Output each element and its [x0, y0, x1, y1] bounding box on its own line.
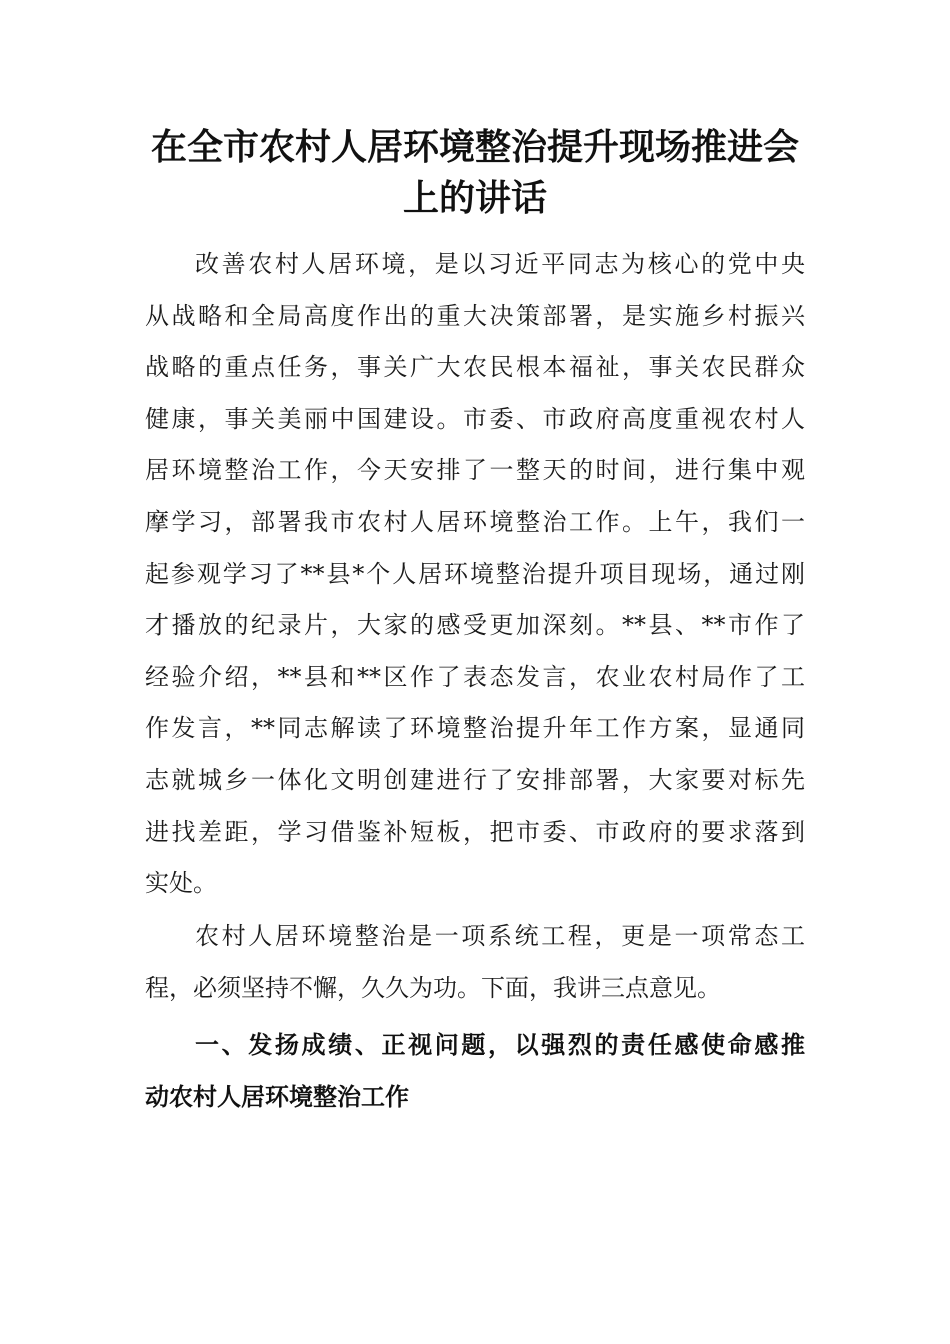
paragraph-line: 程，必须坚持不懈，久久为功。下面，我讲三点意见。	[145, 973, 721, 1002]
paragraph-line: 起参观学习了**县*个人居环境整治提升项目现场，通过刚	[145, 559, 805, 588]
title-line: 在全市农村人居环境整治提升现场推进会	[150, 126, 799, 168]
heading-line: 动农村人居环境整治工作	[145, 1081, 409, 1111]
paragraph-line: 才播放的纪录片，大家的感受更加深刻。**县、**市作了	[145, 611, 805, 640]
paragraph-line: 战略的重点任务，事关广大农民根本福祉，事关农民群众	[145, 353, 805, 382]
paragraph-line: 健康，事关美丽中国建设。市委、市政府高度重视农村人	[145, 404, 805, 433]
paragraph-line: 进找差距，学习借鉴补短板，把市委、市政府的要求落到	[145, 817, 805, 846]
paragraph-line: 作发言，**同志解读了环境整治提升年工作方案，显通同	[145, 714, 805, 743]
paragraph-intro	[145, 239, 805, 910]
paragraph-line: 志就城乡一体化文明创建进行了安排部署，大家要对标先	[145, 765, 805, 794]
title-line: 上的讲话	[402, 177, 547, 219]
paragraph-line: 改善农村人居环境，是以习近平同志为核心的党中央	[195, 250, 805, 278]
paragraph-transition	[145, 911, 805, 1014]
paragraph-line: 从战略和全局高度作出的重大决策部署，是实施乡村振兴	[145, 301, 805, 330]
paragraph-line: 实处。	[145, 869, 217, 898]
document-title	[145, 122, 805, 224]
paragraph-line: 摩学习，部署我市农村人居环境整治工作。上午，我们一	[145, 507, 805, 536]
heading-line: 一、发扬成绩、正视问题，以强烈的责任感使命感推	[195, 1030, 805, 1059]
section-heading-1	[145, 1019, 805, 1122]
paragraph-line: 经验介绍，**县和**区作了表态发言，农业农村局作了工	[145, 662, 805, 691]
paragraph-line: 居环境整治工作，今天安排了一整天的时间，进行集中观	[145, 456, 805, 485]
paragraph-line: 农村人居环境整治是一项系统工程，更是一项常态工	[195, 922, 805, 950]
